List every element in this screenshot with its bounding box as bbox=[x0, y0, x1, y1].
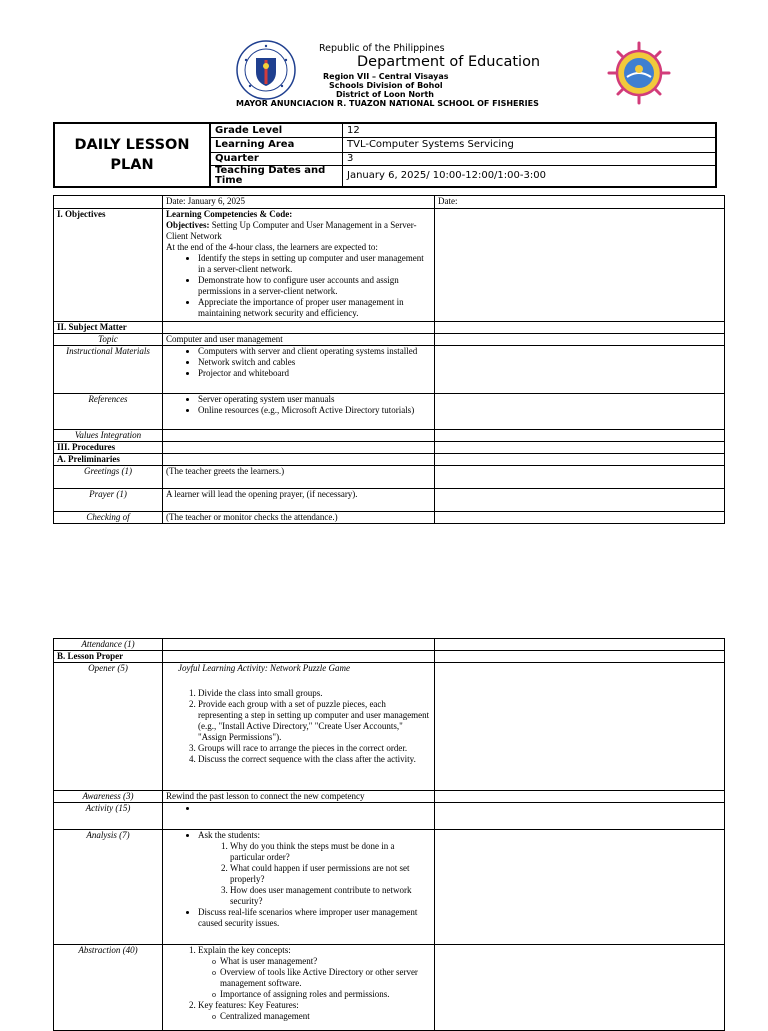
list-item: 2. Key features: Key Features: ◦ Centralized management bbox=[198, 1000, 431, 1022]
header-region: Region VII – Central Visayas bbox=[323, 72, 449, 81]
instructional-materials bbox=[163, 346, 435, 394]
analysis-label: Analysis (7) bbox=[54, 830, 163, 945]
deped-seal-icon bbox=[236, 40, 296, 100]
checking-label: Checking of bbox=[54, 512, 163, 524]
blank-cell bbox=[435, 803, 725, 830]
list-item: • Online resources (e.g., Microsoft Active Directory tutorials) bbox=[198, 405, 431, 416]
blank-cell bbox=[163, 430, 435, 442]
objectives-list bbox=[166, 253, 431, 319]
blank-cell bbox=[163, 651, 435, 663]
list-item: 3. Groups will race to arrange the pieces in the correct order. bbox=[198, 743, 431, 754]
list-item: • Demonstrate how to configure user accounts and assign permissions in a server-client network. bbox=[198, 275, 431, 297]
blank-cell bbox=[435, 322, 725, 334]
school-logo-icon bbox=[607, 41, 671, 105]
greetings-value: (The teacher greets the learners.) bbox=[163, 466, 435, 489]
list-item: ◦ Overview of tools like Active Directory or other server management software. bbox=[220, 967, 431, 989]
list-item: 1. Why do you think the steps must be done in a particular order? bbox=[230, 841, 431, 863]
awareness-value: Rewind the past lesson to connect the new competency bbox=[163, 791, 435, 803]
attendance-label: Attendance (1) bbox=[54, 639, 163, 651]
grade-level-value: 12 bbox=[343, 123, 717, 137]
blank-cell bbox=[435, 442, 725, 454]
abstraction-label: Abstraction (40) bbox=[54, 945, 163, 1031]
blank-cell bbox=[435, 394, 725, 430]
blank-cell bbox=[435, 454, 725, 466]
values-integration-label: Values Integration bbox=[54, 430, 163, 442]
quarter-label: Quarter bbox=[210, 152, 343, 165]
opener-title: Joyful Learning Activity: Network Puzzle Game bbox=[178, 663, 351, 673]
list-item: • Appreciate the importance of proper user management in maintaining network security and efficiency. bbox=[198, 297, 431, 319]
lesson-proper-label: B. Lesson Proper bbox=[54, 651, 163, 663]
list-item: 1. Explain the key concepts: ◦ What is user management? ◦ Overview of tools like Active Directory or other server management software. ◦ Importance of assigning roles and permissions. bbox=[198, 945, 431, 1000]
blank-cell bbox=[435, 209, 725, 322]
lesson-info-table bbox=[53, 122, 717, 188]
blank-cell bbox=[435, 489, 725, 512]
prayer-label: Prayer (1) bbox=[54, 489, 163, 512]
lesson-plan-table-page-2 bbox=[53, 638, 725, 1031]
blank-cell bbox=[163, 454, 435, 466]
date-2: Date: bbox=[435, 196, 725, 209]
blank-cell bbox=[435, 512, 725, 524]
list-item: 2. Provide each group with a set of puzzle pieces, each representing a step in setting up computer and user management (e.g., "Install Active Directory," "Create User Accounts," "Assign Permissions"). bbox=[198, 699, 431, 743]
blank-cell bbox=[163, 639, 435, 651]
subject-matter-label: II. Subject Matter bbox=[54, 322, 163, 334]
list-item: ◦ Importance of assigning roles and permissions. bbox=[220, 989, 431, 1000]
teaching-dates-label: Teaching Dates and Time bbox=[210, 165, 343, 187]
learning-area-label: Learning Area bbox=[210, 137, 343, 152]
lc-code-label: Learning Competencies & Code: bbox=[166, 209, 293, 219]
references-label: References bbox=[54, 394, 163, 430]
list-item: 3. How does user management contribute to network security? bbox=[230, 885, 431, 907]
list-item bbox=[198, 803, 431, 814]
list-item: • Identify the steps in setting up computer and user management in a server-client network. bbox=[198, 253, 431, 275]
header-school: MAYOR ANUNCIACION R. TUAZON NATIONAL SCHOOL OF FISHERIES bbox=[236, 99, 539, 108]
blank-cell bbox=[435, 791, 725, 803]
blank-cell bbox=[435, 830, 725, 945]
header-department: Department of Education bbox=[357, 54, 541, 70]
list-item: • Projector and whiteboard bbox=[198, 368, 431, 379]
blank-cell bbox=[435, 466, 725, 489]
daily-lesson-plan-title: DAILY LESSON PLAN bbox=[54, 123, 210, 187]
blank-cell bbox=[435, 663, 725, 791]
list-item: • Network switch and cables bbox=[198, 357, 431, 368]
list-item: • Discuss real-life scenarios where improper user management caused security issues. bbox=[198, 907, 431, 929]
lesson-plan-table-page-1 bbox=[53, 195, 725, 524]
topic-value: Computer and user management bbox=[163, 334, 435, 346]
list-item: • Server operating system user manuals bbox=[198, 394, 431, 405]
learning-area-value: TVL-Computer Systems Servicing bbox=[343, 137, 717, 152]
list-item: ◦ What is user management? bbox=[220, 956, 431, 967]
header-division: Schools Division of Bohol bbox=[329, 81, 443, 90]
list-item: ◦ Centralized management bbox=[220, 1011, 431, 1022]
references bbox=[163, 394, 435, 430]
objectives-label: I. Objectives bbox=[54, 209, 163, 322]
objectives-content bbox=[163, 209, 435, 322]
preliminaries-label: A. Preliminaries bbox=[54, 454, 163, 466]
list-item: • Ask the students: 1. Why do you think the steps must be done in a particular order? 2. What could happen if user permissions are not set properly? 3. How does user management contribute to network security? bbox=[198, 830, 431, 907]
objectives-text: Objectives: Setting Up Computer and User Management in a Server-Client Network bbox=[166, 220, 417, 241]
list-item: 1. Divide the class into small groups. bbox=[198, 688, 431, 699]
greetings-label: Greetings (1) bbox=[54, 466, 163, 489]
blank-cell bbox=[163, 442, 435, 454]
list-item: 4. Discuss the correct sequence with the class after the activity. bbox=[198, 754, 431, 765]
blank-cell bbox=[435, 651, 725, 663]
prayer-value: A learner will lead the opening prayer, (if necessary). bbox=[163, 489, 435, 512]
activity-content bbox=[163, 803, 435, 830]
list-item: • Computers with server and client operating systems installed bbox=[198, 346, 431, 357]
blank-cell bbox=[163, 322, 435, 334]
list-item: 2. What could happen if user permissions are not set properly? bbox=[230, 863, 431, 885]
blank-cell bbox=[435, 334, 725, 346]
abstraction-content bbox=[163, 945, 435, 1031]
activity-label: Activity (15) bbox=[54, 803, 163, 830]
opener-label: Opener (5) bbox=[54, 663, 163, 791]
teaching-dates-value: January 6, 2025/ 10:00-12:00/1:00-3:00 bbox=[343, 165, 717, 187]
grade-level-label: Grade Level bbox=[210, 123, 343, 137]
blank-cell bbox=[435, 639, 725, 651]
blank-cell bbox=[54, 196, 163, 209]
checking-value: (The teacher or monitor checks the attendance.) bbox=[163, 512, 435, 524]
blank-cell bbox=[435, 945, 725, 1031]
quarter-value: 3 bbox=[343, 152, 717, 165]
topic-label: Topic bbox=[54, 334, 163, 346]
instructional-materials-label: Instructional Materials bbox=[54, 346, 163, 394]
blank-cell bbox=[435, 430, 725, 442]
awareness-label: Awareness (3) bbox=[54, 791, 163, 803]
procedures-label: III. Procedures bbox=[54, 442, 163, 454]
header-district: District of Loon North bbox=[336, 90, 434, 99]
blank-cell bbox=[435, 346, 725, 394]
objectives-intro: At the end of the 4-hour class, the learners are expected to: bbox=[166, 242, 378, 252]
analysis-content bbox=[163, 830, 435, 945]
opener-content bbox=[163, 663, 435, 791]
date-1: Date: January 6, 2025 bbox=[163, 196, 435, 209]
header-republic: Republic of the Philippines bbox=[319, 43, 445, 54]
